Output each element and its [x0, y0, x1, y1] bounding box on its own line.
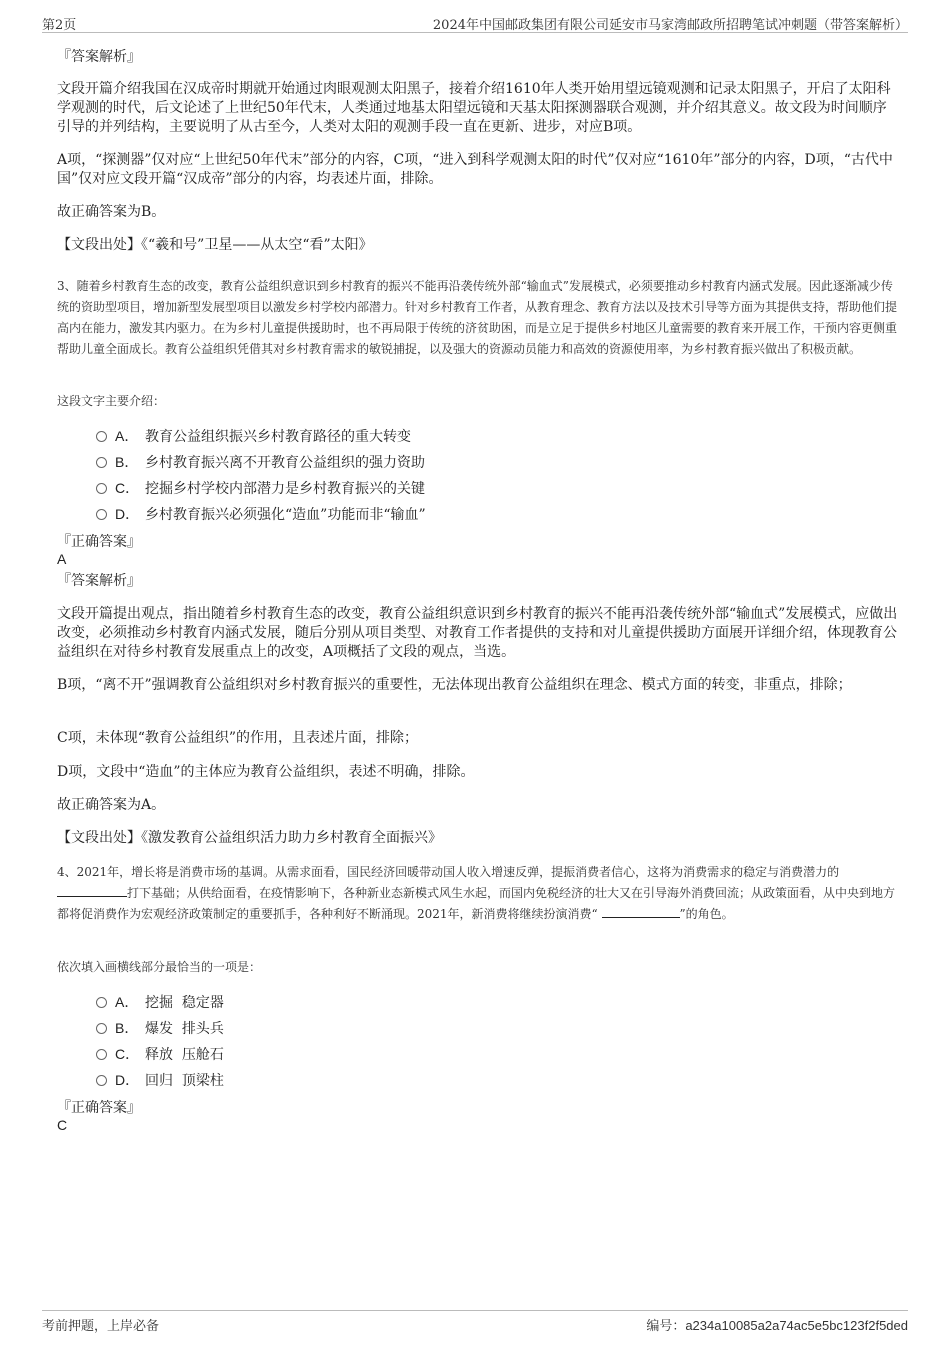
q4-prompt: 依次填入画横线部分最恰当的一项是：	[57, 960, 262, 974]
footer-code-label: 编号：	[646, 1319, 686, 1334]
q4-option-d[interactable]	[96, 1071, 224, 1090]
q3-stem: 3、随着乡村教育生态的改变，教育公益组织意识到乡村教育的振兴不能再沿袭传统外部“输血式”发展模式，必须要推动乡村教育内涵式发展。因此逐渐减少传统的资助型项目，增加新型发展型项目以激发乡村学校内部潜力。针对乡村教育工作者，从教育理念、教育方法以及技术引导等方面为其提供支持，帮助他们提高内在能力，激发其内驱力。在为乡村儿童提供援助时，也不再局限于传统的济贫助困，而是立足于提供乡村地区儿童需要的教育来开展工作，干预内容更侧重帮助儿童全面成长。教育公益组织凭借其对乡村教育需求的敏锐捕捉，以及强大的资源动员能力和高效的资源使用率，为乡村教育振兴做出了积极贡献。	[57, 279, 898, 356]
radio-icon[interactable]	[96, 509, 107, 520]
q4-correct-answer: C	[57, 1117, 68, 1133]
q4-blank-1	[57, 884, 127, 897]
q3-option-a[interactable]	[96, 427, 411, 446]
q4-stem-part2: 打下基础；从供给面看，在疫情影响下，各种新业态新模式风生水起，而国内免税经济的壮大又在引导海外消费回流；从政策面看，从中央到地方都将促消费作为宏观经济政策制定的重要抓手，各种利好不断涌现。2021年，新消费将继续扮演消费“	[57, 886, 896, 921]
option-text: 教育公益组织振兴乡村教育路径的重大转变	[145, 429, 411, 445]
q4-option-b[interactable]	[96, 1019, 224, 1038]
page-header	[42, 14, 908, 33]
q4-correct-label: 『正确答案』	[57, 1100, 141, 1116]
footer-code-block	[646, 1315, 908, 1334]
q3-option-d[interactable]	[96, 505, 426, 524]
radio-icon[interactable]	[96, 1023, 107, 1034]
radio-icon[interactable]	[96, 1075, 107, 1086]
q3-option-c[interactable]	[96, 479, 425, 498]
radio-icon[interactable]	[96, 457, 107, 468]
q4-stem-part1: 4、2021年，增长将是消费市场的基调。从需求面看，国民经济回暖带动国人收入增速反弹，提振消费者信心，这将为消费需求的稳定与消费潜力的	[57, 865, 840, 879]
q4-stem-part3: ”的角色。	[679, 907, 734, 921]
q4-stem	[57, 862, 899, 925]
q3-analysis-para3: C项，未体现“教育公益组织”的作用，且表述片面，排除；	[57, 730, 419, 746]
footer-slogan: 考前押题，上岸必备	[42, 1319, 160, 1334]
q2-conclusion: 故正确答案为B。	[57, 204, 166, 220]
q3-correct-label: 『正确答案』	[57, 534, 141, 550]
option-text: 乡村教育振兴离不开教育公益组织的强力资助	[145, 455, 425, 471]
q3-analysis-para4: D项，文段中“造血”的主体应为教育公益组织，表述不明确，排除。	[57, 764, 475, 780]
q2-analysis-label: 『答案解析』	[57, 49, 141, 65]
option-letter: B．	[115, 1020, 139, 1036]
q4-option-c[interactable]	[96, 1045, 224, 1064]
radio-icon[interactable]	[96, 1049, 107, 1060]
q2-analysis-para1: 文段开篇介绍我国在汉成帝时期就开始通过肉眼观测太阳黑子，接着介绍1610年人类开始用望远镜观测和记录太阳黑子，开启了太阳科学观测的时代，后文论述了上世纪50年代末，人类通过地基太阳望远镜和天基太阳探测器联合观测，并介绍其意义。故文段为时间顺序引导的并列结构，主要说明了从古至今，人类对太阳的观测手段一直在更新、进步，对应B项。	[57, 81, 891, 135]
q2-source: 【文段出处】《“羲和号”卫星——从太空“看”太阳》	[57, 237, 373, 253]
q3-conclusion: 故正确答案为A。	[57, 797, 166, 813]
option-letter: D．	[115, 506, 140, 522]
option-letter: D．	[115, 1072, 140, 1088]
radio-icon[interactable]	[96, 431, 107, 442]
option-text: 挖掘乡村学校内部潜力是乡村教育振兴的关键	[145, 481, 425, 497]
option-letter: C．	[115, 1046, 140, 1062]
option-text: 挖掘 稳定器	[145, 995, 224, 1011]
q4-blank-2	[602, 905, 680, 918]
page-number: 第2页	[42, 18, 77, 33]
q4-option-a[interactable]	[96, 993, 224, 1012]
option-text: 乡村教育振兴必须强化“造血”功能而非“输血”	[145, 507, 426, 523]
option-text: 回归 顶梁柱	[145, 1073, 224, 1089]
q3-option-b[interactable]	[96, 453, 425, 472]
q3-analysis-para2: B项，“离不开”强调教育公益组织对乡村教育振兴的重要性，无法体现出教育公益组织在理念、模式方面的转变，非重点，排除；	[57, 677, 852, 693]
q3-analysis-para1: 文段开篇提出观点，指出随着乡村教育生态的改变，教育公益组织意识到乡村教育的振兴不能再沿袭传统外部“输血式”发展模式，应做出改变，必须推动乡村教育内涵式发展，随后分别从项目类型、对教育工作者提供的支持和对儿童提供援助方面展开详细介绍，体现教育公益组织在对待乡村教育发展重点上的改变，A项概括了文段的观点，当选。	[57, 606, 898, 660]
option-text: 释放 压舱石	[145, 1047, 224, 1063]
q3-analysis-label: 『答案解析』	[57, 573, 141, 589]
page-footer	[42, 1310, 908, 1334]
option-letter: B．	[115, 454, 139, 470]
option-letter: A．	[115, 994, 139, 1010]
document-title: 2024年中国邮政集团有限公司延安市马家湾邮政所招聘笔试冲刺题（带答案解析）	[432, 18, 908, 33]
q3-source: 【文段出处】《激发教育公益组织活力助力乡村教育全面振兴》	[57, 830, 442, 846]
option-letter: A．	[115, 428, 139, 444]
option-text: 爆发 排头兵	[145, 1021, 224, 1037]
option-letter: C．	[115, 480, 140, 496]
q3-correct-answer: A	[57, 551, 67, 567]
radio-icon[interactable]	[96, 483, 107, 494]
footer-code: a234a10085a2a74ac5e5bc123f2f5ded	[685, 1318, 908, 1333]
radio-icon[interactable]	[96, 997, 107, 1008]
q2-analysis-para2: A项，“探测器”仅对应“上世纪50年代末”部分的内容，C项，“进入到科学观测太阳的时代”仅对应“1610年”部分的内容，D项，“古代中国”仅对应文段开篇“汉成帝”部分的内容，均表述片面，排除。	[57, 152, 893, 187]
q3-prompt: 这段文字主要介绍：	[57, 394, 166, 408]
